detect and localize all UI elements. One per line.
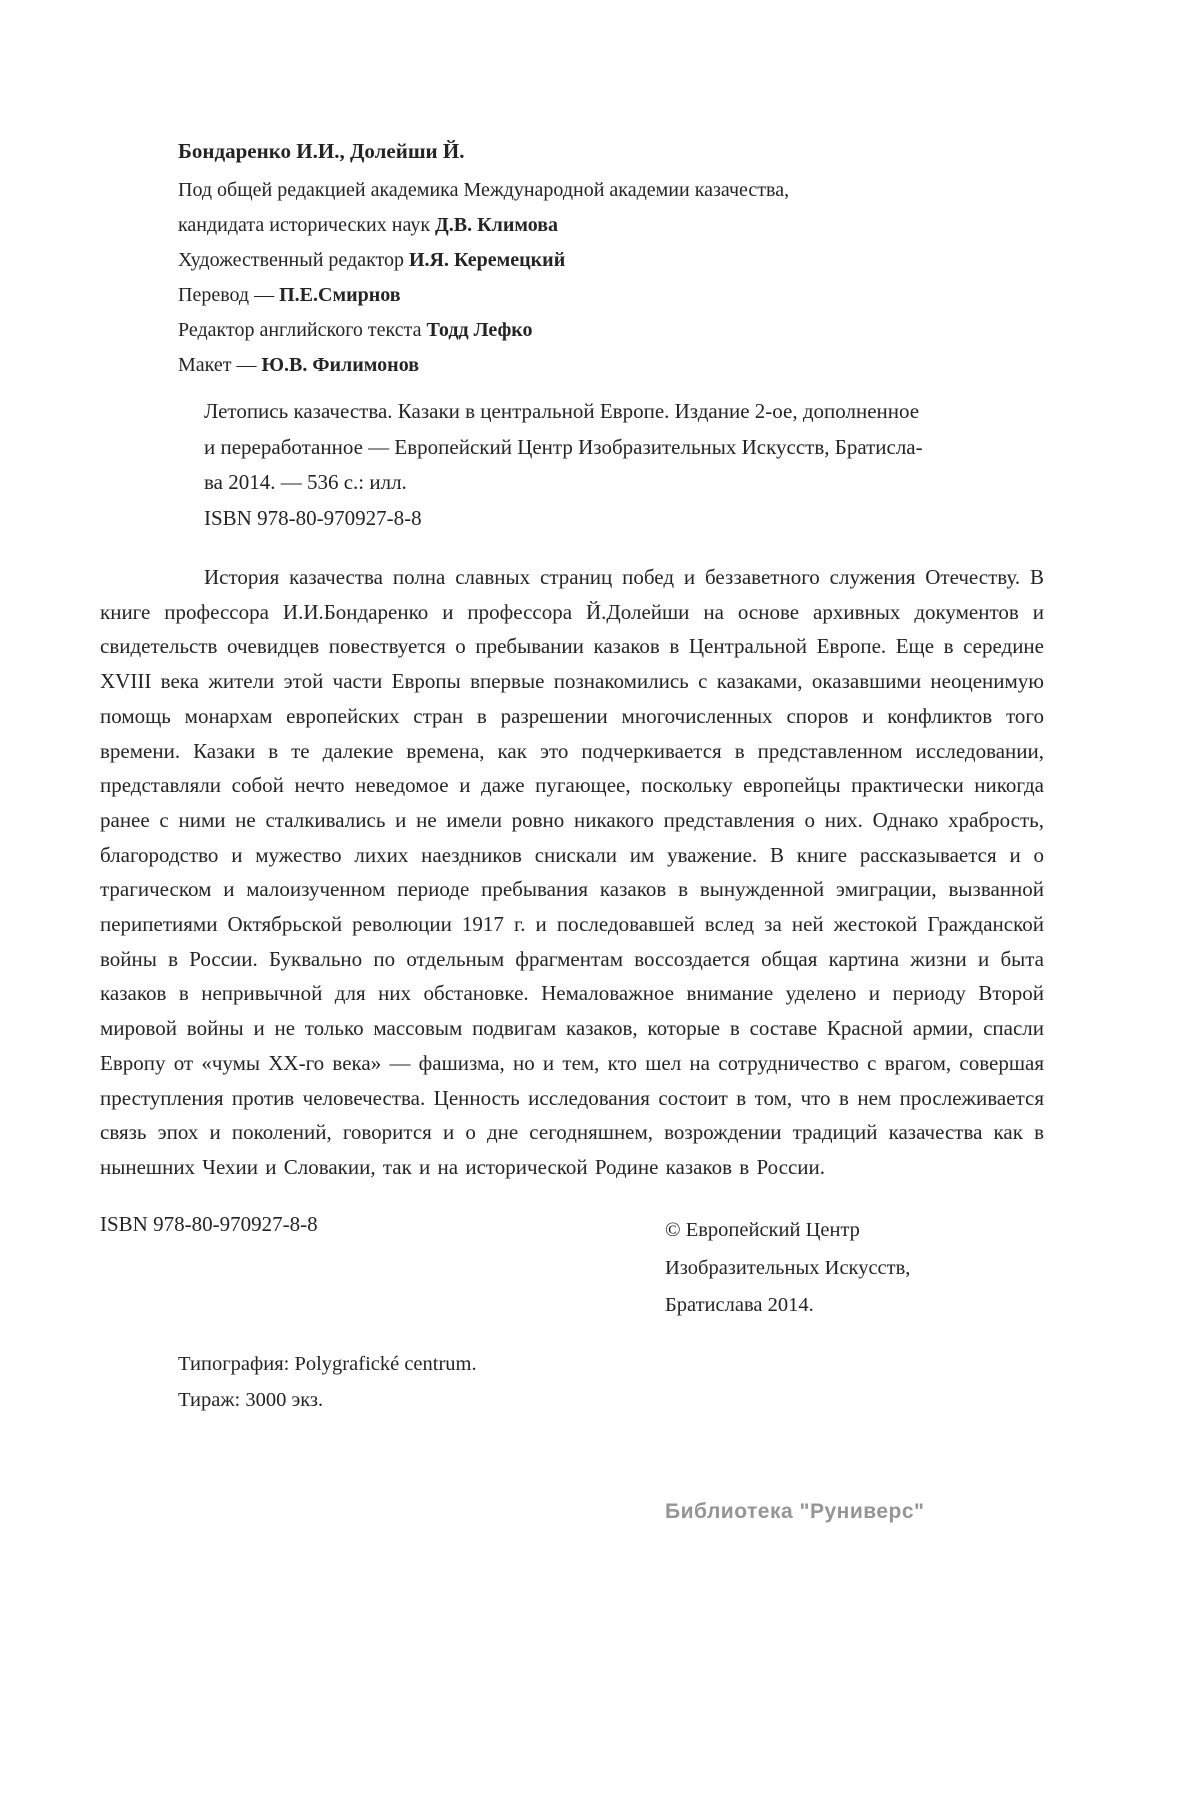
copyright-block: [665, 1212, 910, 1325]
credit-text: Под общей редакцией академика Международной академии казачества,: [178, 179, 790, 201]
authors-line: Бондаренко И.И., Долейши Й.: [178, 139, 465, 163]
isbn-line: ISBN 978-80-970927-8-8: [204, 505, 422, 530]
annotation-paragraph: [100, 560, 1044, 1185]
annotation-text: История казачества полна славных страниц побед и беззаветного служения Отечеству. В книге профессора И.И.Бондаренко и профессора Й.Долейши на основе архивных документов и свидетельств очевидцев повествуется о пребывании казаков в Центральной Европе. Еще в середине XVIII века жители этой части Европы впервые познакомились с казаками, оказавшими неоценимую помощь монархам европейских стран в разрешении многочисленных споров и конфликтов того времени. Казаки в те далекие времена, как это подчеркивается в представленном исследовании, представляли собой нечто неведомое и даже пугающее, поскольку европейцы практически никогда ранее с ними не сталкивались и не имели ровно никакого представления о них. Однако храбрость, благородство и мужество лихих наездников снискали им уважение. В книге рассказывается и о трагическом и малоизученном периоде пребывания казаков в вынужденной эмиграции, вызванной перипетиями Октябрьской революции 1917 г. и последовавшей вслед за ней жестокой Гражданской войны в России. Буквально по отдельным фрагментам воссоздается общая картина жизни и быта казаков в непривычной для них обстановке. Немаловажное внимание уделено и периоду Второй мировой войны и не только массовым подвигам казаков, которые в составе Красной армии, спасли Европу от «чумы XX-го века» — фашизма, но и тем, кто шел на сотрудничество с врагом, совершая преступления против человечества. Ценность исследования состоит в том, что в нем прослеживается связь эпох и поколений, говорится и о дне сегодняшнем, возрождении традиций казачества как в нынешних Чехии и Словакии, так и на исторической Родине казаков в России.: [100, 565, 1044, 1179]
credit-line-translation: [178, 278, 789, 313]
credit-line-layout: [178, 348, 789, 383]
credit-text: Художественный редактор: [178, 249, 409, 271]
credit-name: Тодд Лефко: [426, 319, 533, 341]
copyright-line: Изобразительных Искусств,: [665, 1256, 911, 1279]
printing-house-line: Типография: Polygrafické centrum.: [178, 1353, 477, 1375]
credit-name: Ю.В. Филимонов: [261, 354, 419, 376]
credit-line-edition: [178, 173, 789, 208]
biblio-line: Летопись казачества. Казаки в центральной Европе. Издание 2-ое, дополненное: [204, 399, 920, 423]
footer-isbn: ISBN 978-80-970927-8-8: [100, 1212, 318, 1236]
credit-line-art-editor: [178, 243, 789, 278]
library-watermark: Библиотека "Руниверс": [665, 1500, 925, 1523]
printing-block: [178, 1346, 477, 1418]
copyright-line: © Европейский Центр: [665, 1219, 860, 1241]
bibliographic-block: [204, 394, 923, 536]
credit-text: Редактор английского текста: [178, 319, 427, 341]
credit-name: И.Я. Керемецкий: [409, 249, 566, 271]
credit-name: П.Е.Смирнов: [279, 284, 401, 306]
credit-name: Д.В. Климова: [435, 214, 559, 236]
copyright-line: Братислава 2014.: [665, 1294, 814, 1316]
credit-line-editor-in-chief: [178, 208, 789, 243]
print-run-line: Тираж: 3000 экз.: [178, 1389, 324, 1411]
credit-text: Макет —: [178, 354, 262, 376]
biblio-line: ва 2014. — 536 с.: илл.: [204, 470, 407, 494]
credit-text: Перевод —: [178, 284, 280, 306]
credits-block: [178, 134, 789, 383]
biblio-line: и переработанное — Европейский Центр Изобразительных Искусств, Братисла-: [204, 434, 923, 459]
credit-line-english-editor: [178, 313, 789, 348]
credit-text: кандидата исторических наук: [178, 214, 436, 236]
